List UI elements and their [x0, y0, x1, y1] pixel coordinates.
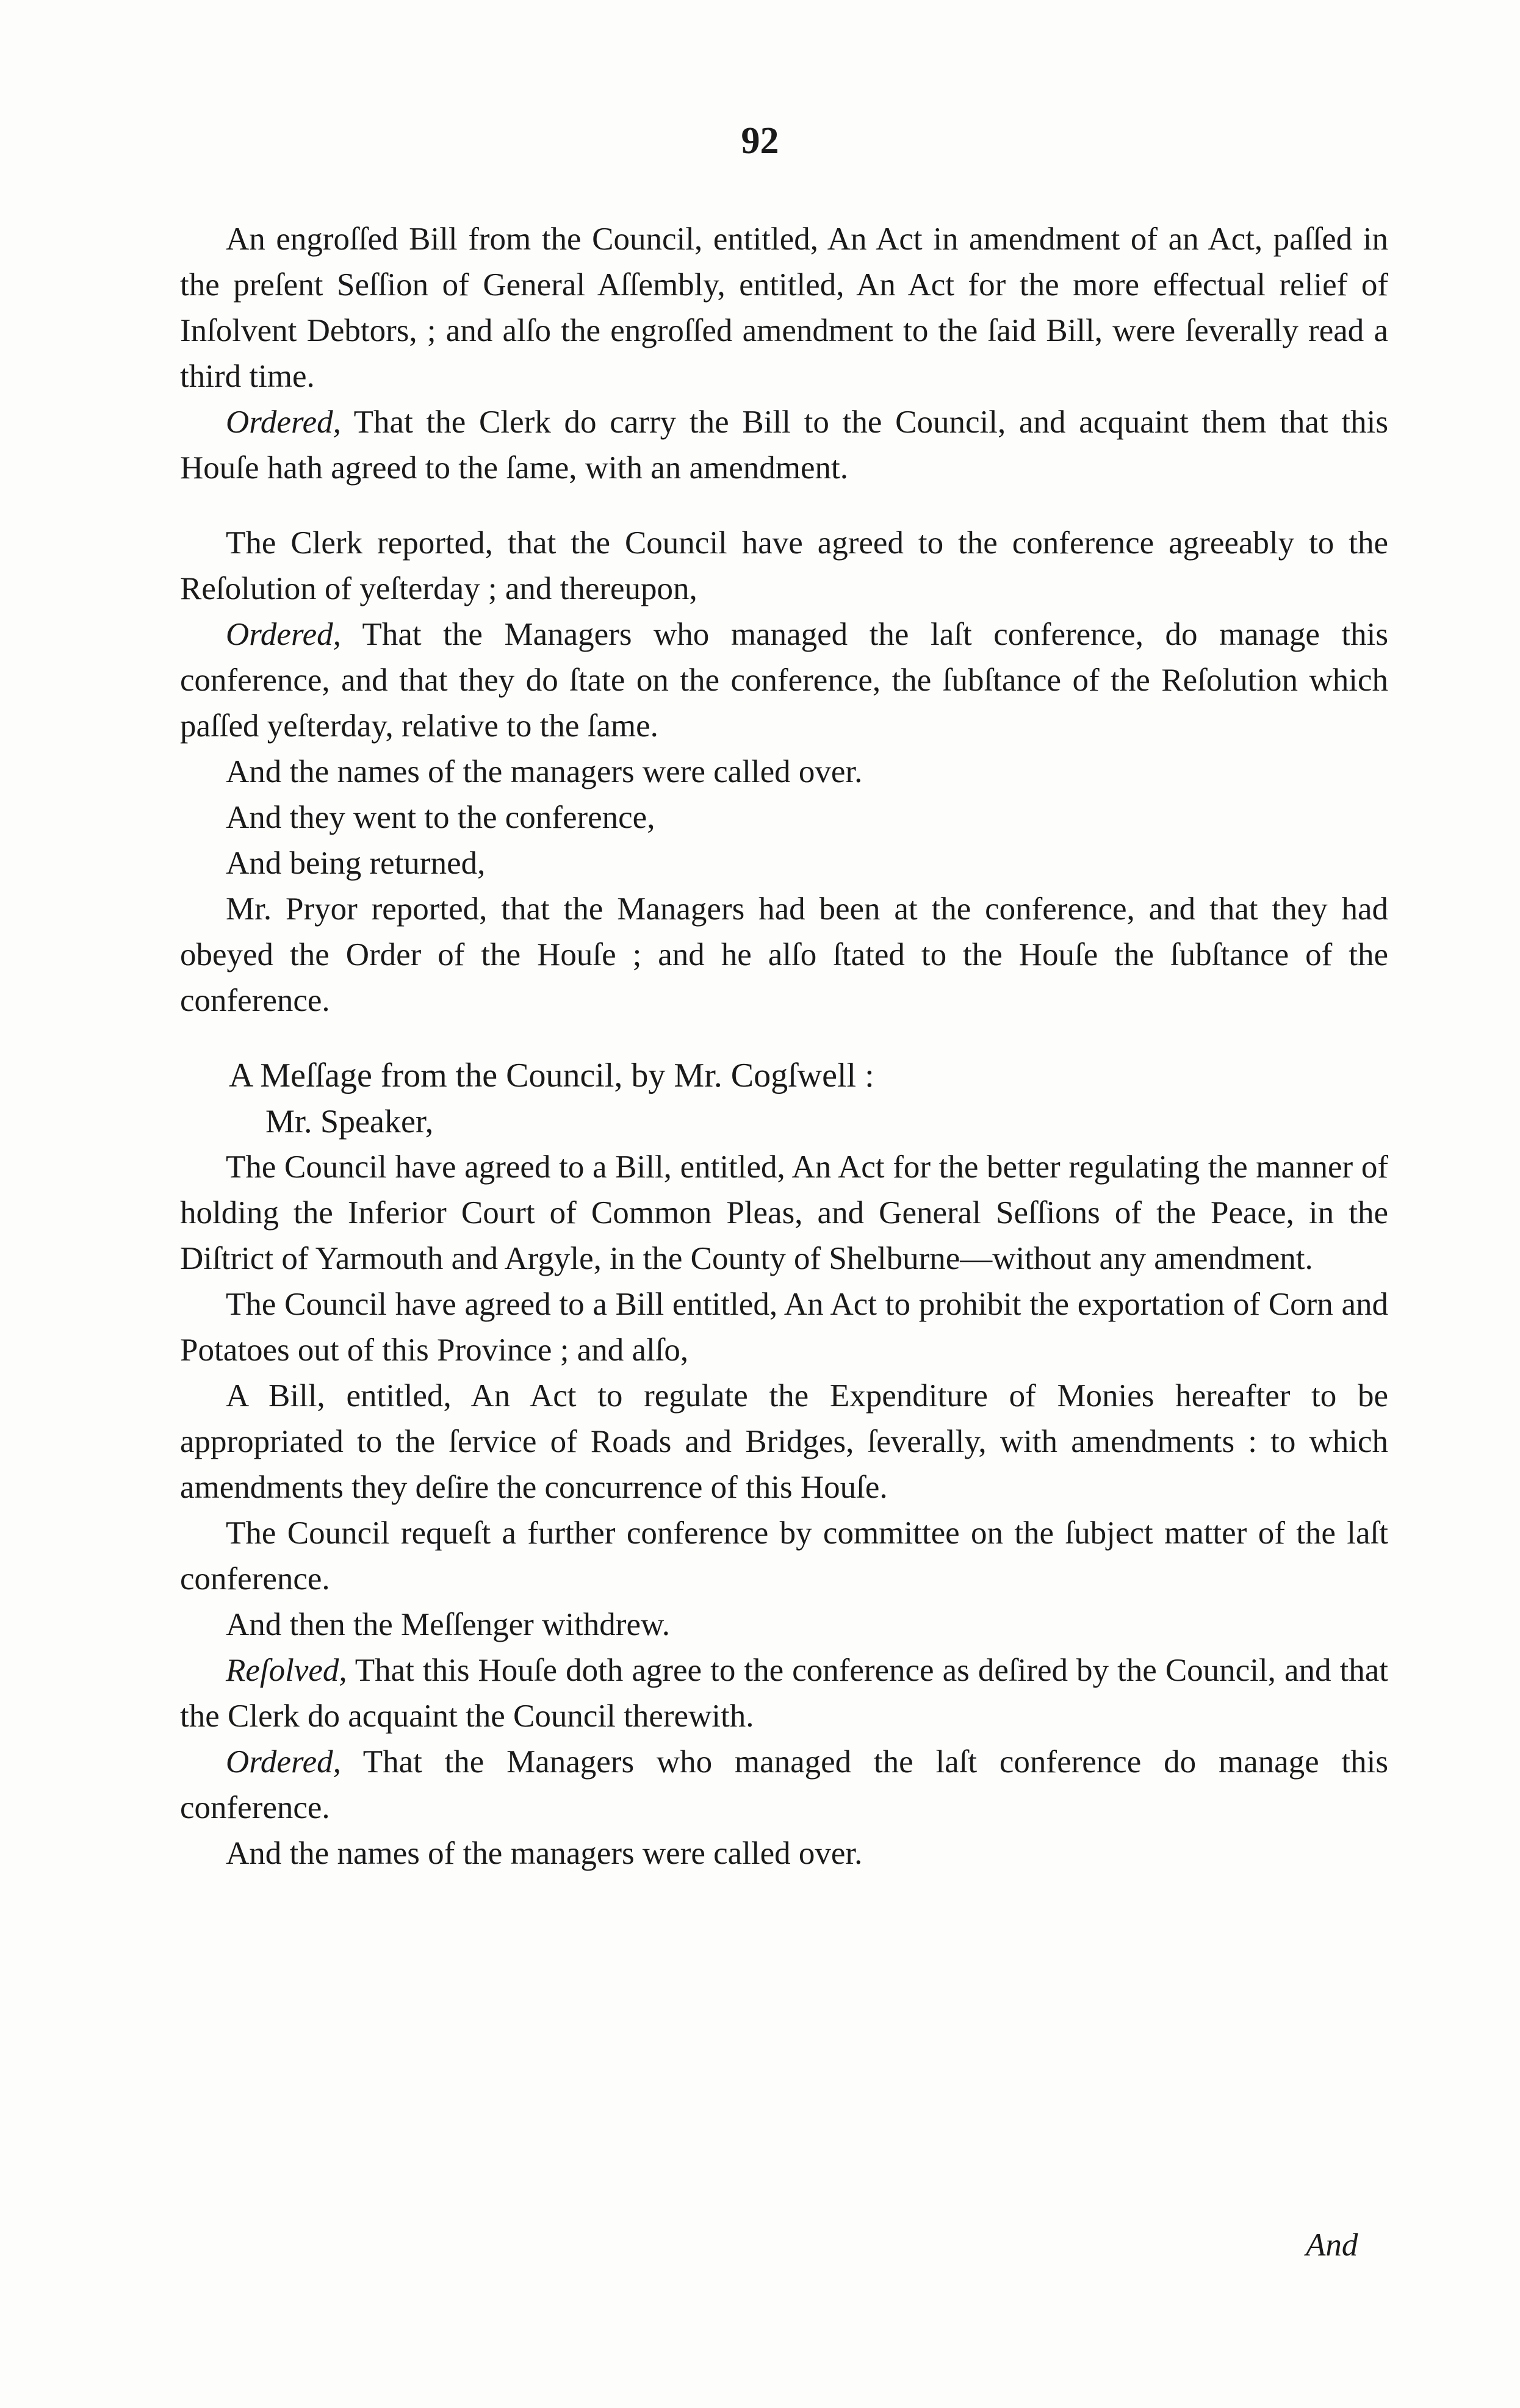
paragraph-lead: Ordered, [226, 1744, 341, 1780]
paragraph-order-managers-again [180, 1739, 1388, 1831]
paragraph-text: That the Clerk do carry the Bill to the Council, and acquaint them that this Houſe hath agreed to the ſame, with an amendment. [180, 404, 1388, 486]
paragraph-went-to-conference [180, 795, 1388, 841]
paragraph-lead: Reſolved, [226, 1653, 347, 1688]
paragraph-being-returned [180, 841, 1388, 886]
paragraph-text: Mr. Pryor reported, that the Managers had been at the conference, and that they had obeyed the Order of the Houſe ; and he alſo ſtated to the Houſe the ſubſtance of the conference. [180, 891, 1388, 1018]
message-heading [180, 1053, 1388, 1099]
paragraph-names-called [180, 749, 1388, 795]
paragraph-order-managers [180, 612, 1388, 749]
paragraph-names-called-again [180, 1831, 1388, 1877]
paragraph-resolved [180, 1648, 1388, 1739]
paragraph-text: And the names of the managers were called over. [226, 1836, 863, 1871]
page-number: 92 [741, 120, 779, 162]
paragraph-text: Mr. Speaker, [265, 1103, 434, 1140]
paragraph-text: A Meſſage from the Council, by Mr. Cogſwell : [229, 1057, 874, 1094]
paragraph-council-agreed-yarmouth [180, 1145, 1388, 1282]
paragraph-pryor-reported [180, 886, 1388, 1024]
paragraph-bill-expenditure [180, 1373, 1388, 1511]
paragraph-council-agreed-corn [180, 1282, 1388, 1373]
paragraph-engrossed-bill [180, 217, 1388, 400]
catchword: And [1306, 2227, 1358, 2263]
paragraph-text: A Bill, entitled, An Act to regulate the Expenditure of Monies hereafter to be appropriated to the ſervice of Roads and Bridges, ſeverally, with amendments : to which amendments they deſire the concurrence of this Houſe. [180, 1378, 1388, 1505]
paragraph-council-request [180, 1511, 1388, 1602]
paragraph-text: And they went to the conference, [226, 800, 655, 835]
paragraph-text: The Council requeſt a further conference by committee on the ſubject matter of the laſt conference. [180, 1515, 1388, 1597]
paragraph-text: That the Managers who managed the laſt conference do manage this conference. [180, 1744, 1388, 1825]
paragraph-clerk-reported [180, 520, 1388, 612]
paragraph-text: And then the Meſſenger withdrew. [226, 1607, 671, 1642]
paragraph-text: An engroſſed Bill from the Council, entitled, An Act in amendment of an Act, paſſed in the preſent Seſſion of General Aſſembly, entitled, An Act for the more effectual relief of Inſolvent Debtors, ; and alſo the engroſſed amendment to the ſaid Bill, were ſeverally read a third time. [180, 221, 1388, 394]
paragraph-text: That this Houſe doth agree to the conference as deſired by the Council, and that the Clerk do acquaint the Council therewith. [180, 1653, 1388, 1734]
paragraph-text: That the Managers who managed the laſt conference, do manage this conference, and that they do ſtate on the conference, the ſubſtance of the Reſolution which paſſed yeſterday, relative to the ſame. [180, 617, 1388, 744]
paragraph-lead: Ordered, [226, 617, 341, 652]
paragraph-order-clerk [180, 400, 1388, 491]
journal-text [180, 217, 1388, 1877]
paragraph-lead: Ordered, [226, 404, 341, 440]
paragraph-messenger-withdrew [180, 1602, 1388, 1648]
paragraph-text: And the names of the managers were called over. [226, 754, 863, 789]
message-salutation [180, 1099, 1388, 1145]
paragraph-text: The Council have agreed to a Bill entitled, An Act to prohibit the exportation of Corn and Potatoes out of this Province ; and alſo, [180, 1287, 1388, 1368]
paragraph-text: The Council have agreed to a Bill, entitled, An Act for the better regulating the manner of holding the Inferior Court of Common Pleas, and General Seſſions of the Peace, in the Diſtrict of Yarmouth and Argyle, in the County of Shelburne—without any amendment. [180, 1149, 1388, 1276]
paragraph-text: And being returned, [226, 846, 486, 881]
paragraph-text: The Clerk reported, that the Council have agreed to the conference agreeably to the Reſolution of yeſterday ; and thereupon, [180, 525, 1388, 606]
